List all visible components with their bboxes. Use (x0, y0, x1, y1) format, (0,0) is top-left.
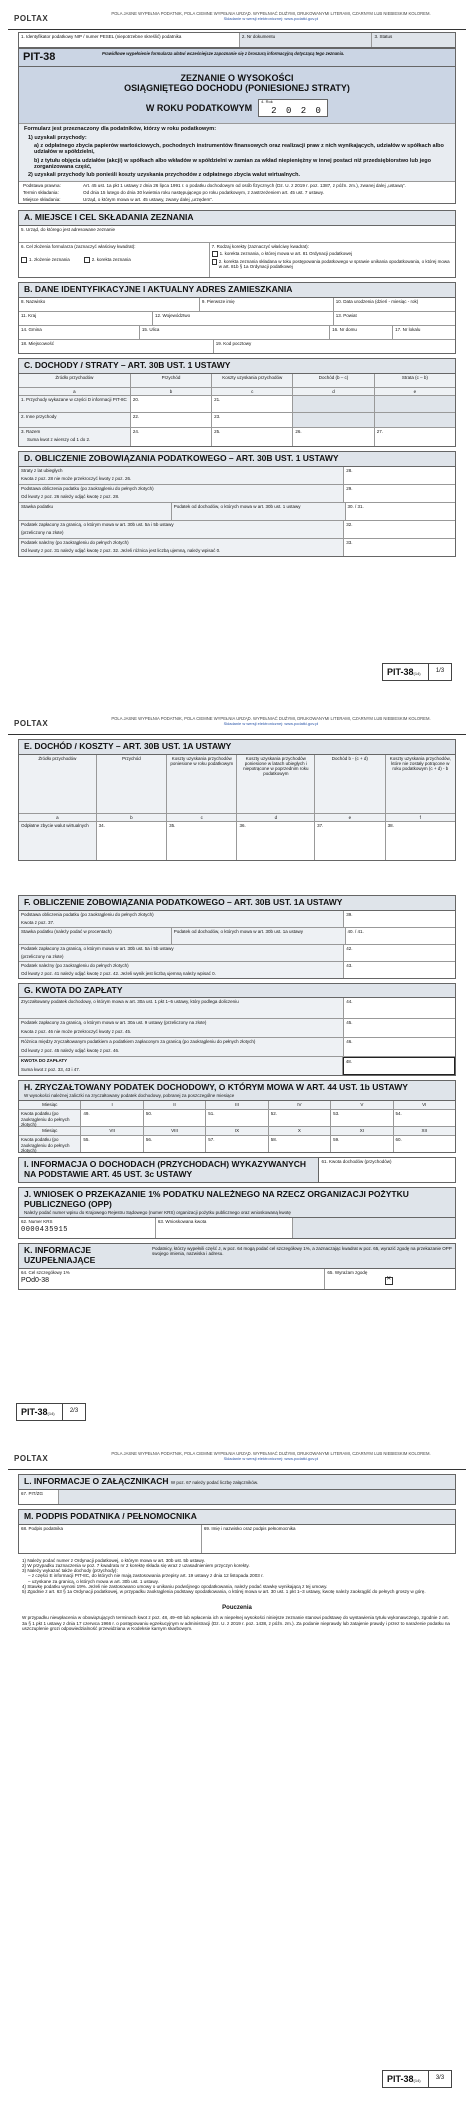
brand-logo: POLTAX (14, 14, 49, 23)
field-37[interactable]: 37. (315, 822, 385, 860)
table-row: 1. Przychody wykazane w części D informacji PIT-8C 20. 21. (19, 396, 455, 413)
table-row: Kwota podatku (po zaokrągleniu do pełnych złotych) 55. 56. 57. 58. 59. 60. (19, 1136, 455, 1152)
col-header-loss: Strata (c – b) (375, 374, 455, 387)
city-field[interactable]: 18. Miejscowość (19, 340, 214, 353)
field-58[interactable]: 58. (269, 1136, 331, 1152)
table-row: Podstawa obliczenia podatku (po zaokrągleniu do pełnych złotych) Od kwoty z poz. 26 należy odjąć kwotę z poz. 28. 29. (19, 485, 455, 503)
col-letter: c (212, 388, 293, 395)
correction-option-2[interactable]: 2. korekta zeznania składana w toku postępowania podatkowego w sprawie unikania opodatkowania, o której mowa w art. 81b § 1a Ordynacji podatkowej (212, 259, 453, 269)
col-letter: d (293, 388, 374, 395)
purpose-option-correction[interactable]: 2. korekta zeznania (84, 257, 131, 263)
tax-year-value: 2 0 2 0 (271, 106, 323, 117)
field-48-amount-due[interactable]: 48. (343, 1057, 455, 1075)
checked-checkbox-icon[interactable] (385, 1277, 393, 1285)
fill-instructions: POLA JASNE WYPEŁNIA PODATNIK, POLA CIEMNE WYPEŁNIA URZĄD. WYPEŁNIAĆ DUŻYMI, DRUKOWANYMI LITERAMI, CZARNYM LUB NIEBIESKIM KOLOREM. Składanie w wersji elektronicznej: www.podatki.gov.pl (111, 1451, 431, 1461)
field-36[interactable]: 36. (237, 822, 315, 860)
section-f-title: F. OBLICZENIE ZOBOWIĄZANIA PODATKOWEGO – ART. 30B UST. 1A USTAWY (19, 896, 455, 911)
section-m (18, 1509, 456, 1554)
field-50[interactable]: 50. (144, 1110, 206, 1126)
commune-field[interactable]: 14. Gmina (19, 326, 140, 339)
section-e: E. DOCHÓD / KOSZTY – ART. 30B UST. 1A USTAWY Źródło przychodów Przychód Koszty uzyskania przychodów poniesione w roku podatkowym Koszty uzyskania przychodów poniesione w latach ubiegłych i niepotrącone w poprzednim roku podatkowym Dochód b - (c + d) Koszty uzyskania przychodów, które nie zostały potrącone w roku podatkowym (c + d) - b a b c d e f Odpłatne zbycie walut wirtualnych 34. 35. 36. 37. 38. (18, 739, 456, 861)
first-name-field[interactable]: 9. Pierwsze imię (200, 298, 334, 311)
checkbox-icon (212, 259, 217, 265)
table-row: Podatek zapłacony za granicą, o którym mowa w art. 30b ust. 5a i 5b ustawy (przeliczony na złote) 42. (19, 945, 455, 962)
form-note: Prawidłowe wypełnienie formularza ułatwi wcześniejsze zapoznanie się z broszurą informacyjną dotyczącą tego zeznania. (102, 51, 345, 56)
field-34[interactable]: 34. (97, 822, 167, 860)
voivodeship-field[interactable]: 12. Województwo (153, 312, 334, 325)
col-letter: b (131, 388, 212, 395)
field-67-attachments[interactable]: 67. PIT/ZG (19, 1490, 59, 1504)
proxy-signature-field[interactable]: 69. Imię i nazwisko oraz podpis pełnomocnika (202, 1525, 455, 1553)
county-field[interactable]: 13. Powiat (334, 312, 455, 325)
form-page-3 (8, 1448, 466, 2098)
checkbox-icon (84, 257, 90, 263)
legal-info: Podstawa prawna: Art. 45 ust. 1a pkt 1 ustawy z dnia 26 lipca 1991 r. o podatku dochodowym od osób fizycznych (Dz. U. z 2019 r. poz. 1387, z późn. zm.), zwanej dalej „ustawą”. Termin składania: Od dnia 15 lutego do dnia 30 kwietnia roku następującego po roku podatkowym, z zastrzeżeniem art. 45 ust. 7 ustawy. Miejsce składania: Urząd, o którym mowa w art. 45 ustawy, zwany dalej „urzędem”. (19, 181, 455, 204)
section-i-title: I. INFORMACJA O DOCHODACH (PRZYCHODACH) WYKAZYWANYCH NA PODSTAWIE ART. 45 UST. 3c USTAWY (19, 1158, 319, 1182)
field-56[interactable]: 56. (144, 1136, 206, 1152)
page-header (8, 8, 466, 30)
field-20[interactable]: 20. (131, 396, 212, 412)
page-footer: PIT-38(14) 2/3 (16, 1403, 86, 1421)
field-60[interactable]: 60. (394, 1136, 455, 1152)
field-23[interactable]: 23. (212, 413, 293, 427)
form-code: PIT-38 (23, 51, 56, 63)
table-row: Podatek zapłacony za granicą, o którym mowa w art. 30b ust. 5a i 5b ustawy (przeliczony na złote) 32. (19, 521, 455, 539)
section-m-title: M. PODPIS PODATNIKA / PEŁNOMOCNIKA (19, 1510, 455, 1525)
field-32[interactable]: 32. (344, 521, 455, 538)
section-e-title: E. DOCHÓD / KOSZTY – ART. 30B UST. 1A USTAWY (19, 740, 455, 755)
col-letter: a (19, 388, 131, 395)
checkbox-icon (21, 257, 27, 263)
field-39[interactable]: 39. (344, 911, 455, 927)
field-55[interactable]: 55. (81, 1136, 143, 1152)
fill-instructions: POLA JASNE WYPEŁNIA PODATNIK, POLA CIEMNE WYPEŁNIA URZĄD. WYPEŁNIAĆ DUŻYMI, DRUKOWANYMI LITERAMI, CZARNYM LUB NIEBIESKIM KOLOREM. Składanie w wersji elektronicznej: www.podatki.gov.pl (111, 11, 431, 21)
field-64-purpose[interactable]: 64. Cel szczegółowy 1% POd0-38 (19, 1269, 325, 1289)
section-b-title: B. DANE IDENTYFIKACYJNE I AKTUALNY ADRES ZAMIESZKANIA (19, 283, 455, 298)
checkbox-icon (212, 251, 218, 257)
col-header-costs: Koszty uzyskania przychodów (212, 374, 293, 387)
table-row: Różnica między zryczałtowanym podatkiem a podatkiem zapłaconym za granicą (po zaokrągleniu do pełnych złotych) Od kwoty z poz. 45 należy odjąć kwotę z poz. 46. 46. (19, 1038, 455, 1057)
table-row: KWOTA DO ZAPŁATY Suma kwot z poz. 33, 43 i 47. 48. (19, 1057, 455, 1075)
form-title: ZEZNANIE O WYSOKOŚCI OSIĄGNIĘTEGO DOCHODU (PONIESIONEJ STRATY) (124, 72, 350, 93)
field-30-31[interactable]: 30. / 31. (346, 503, 456, 520)
table-row: Stawka podatku (należy podać w procentach) Podatek od dochodów, o których mowa w art. 30b ust. 1a ustawy 40. / 41. (19, 928, 455, 945)
house-number-field[interactable]: 16. Nr domu (330, 326, 393, 339)
birth-date-field[interactable]: 10. Data urodzenia (dzień - miesiąc - rok) (334, 298, 455, 311)
field-28[interactable]: 28. (344, 467, 455, 484)
table-row: 3. Razem Suma kwot z wierszy od 1 do 2. 24. 25. 26. 27. (19, 428, 455, 446)
taxpayer-signature-field[interactable]: 68. Podpis podatnika (19, 1525, 202, 1553)
field-26[interactable]: 26. (293, 428, 374, 446)
purpose-option-filing[interactable]: 1. złożenie zeznania (21, 257, 70, 263)
correction-type-field: 7. Rodzaj korekty (zaznaczyć właściwy kwadrat): 1. korekta zeznania, o której mowa w art. 81 Ordynacji podatkowej 2. korekta zeznania składana w toku postępowania podatkowego w sprawie unikania opodatkowania, o której mowa w art. 81b § 1a Ordynacji podatkowej (210, 243, 455, 277)
field-33[interactable]: 33. (344, 539, 455, 556)
field-27[interactable]: 27. (375, 428, 455, 446)
section-g (18, 983, 456, 1077)
table-row: Kwota podatku (po zaokrągleniu do pełnych złotych) 49. 50. 51. 52. 53. 54. (19, 1110, 455, 1127)
purpose-value: POd0-38 (21, 1276, 50, 1284)
table-row: Podatek należny (po zaokrągleniu do pełnych złotych) Od kwoty z poz. 41 należy odjąć kwotę z poz. 42. Jeżeli wynik jest liczbą ujemną należy wpisać 0. 43. (19, 962, 455, 978)
table-row: Podatek zapłacony za granicą, o którym mowa w art. 30a ust. 9 ustawy (przeliczony na złote) Kwota z poz. 46 nie może przekroczyć kwoty z poz. 45. 45. (19, 1019, 455, 1038)
field-43[interactable]: 43. (344, 962, 455, 978)
form-page-1 (8, 8, 466, 692)
postal-code-field[interactable]: 19. Kod pocztowy (214, 340, 455, 353)
section-b (18, 282, 456, 354)
page-footer: PIT-38(14) 1/3 (382, 663, 452, 681)
krs-number-value: 0000435915 (21, 1226, 69, 1235)
brand-logo: POLTAX (14, 1454, 49, 1463)
table-row: Straty z lat ubiegłych Kwota z poz. 28 nie może przekroczyć kwoty z poz. 26. 28. (19, 467, 455, 485)
pouczenie-text: W przypadku niewpłacenia w obowiązujących terminach kwot z poz. 48, 49–60 lub wpłacenia ich w niepełnej wysokości niniejsze zeznanie stanowi podstawę do wystawienia tytułu wykonawczego, zgodnie z art. 3a § 1 pkt 1 ustawy z dnia 17 czerwca 1966 r. o postępowaniu egzekucyjnym w administracji (Dz. U. z 2019 r. poz. 1438, z późn. zm.). Za podanie nieprawdy lub zatajenie prawdy i przez to narażenie podatku na uszczuplenie grozi odpowiedzialność przewidziana w Kodeksie karnym skarbowym. (22, 1615, 450, 1631)
section-i (18, 1157, 456, 1183)
field-61-income[interactable]: 61. Kwota dochodów (przychodów) (319, 1158, 455, 1182)
section-h-title: H. ZRYCZAŁTOWANY PODATEK DOCHODOWY, O KTÓRYM MOWA W ART. 44 UST. 1b USTAWY (24, 1082, 408, 1093)
section-k: K. INFORMACJE UZUPEŁNIAJĄCE Podatnicy, którzy wypełnili część J, w poz. 64 mogą podać cel szczegółowy 1%, a zaznaczając kwadrat w poz. 65, wyrazić zgodę na przekazanie OPP swojego imienia, nazwiska i adresu. 64. Cel szczegółowy 1% POd0-38 65. Wyrażam zgodę ✕ (18, 1243, 456, 1290)
tax-year-label: W ROKU PODATKOWYM (145, 103, 253, 114)
table-row: Odpłatne zbycie walut wirtualnych 34. 35. 36. 37. 38. (19, 822, 455, 860)
table-row: Stawka podatku Podatek od dochodów, o których mowa w art. 30b ust. 1 ustawy 30. / 31. (19, 503, 455, 521)
page-header (8, 713, 466, 735)
country-field[interactable]: 11. Kraj (19, 312, 153, 325)
section-d (18, 451, 456, 557)
field-21[interactable]: 21. (212, 396, 293, 412)
field-35[interactable]: 35. (167, 822, 237, 860)
surname-field[interactable]: 8. Nazwisko (19, 298, 200, 311)
field-40-41[interactable]: 40. / 41. (346, 928, 456, 944)
section-h: H. ZRYCZAŁTOWANY PODATEK DOCHODOWY, O KTÓRYM MOWA W ART. 44 UST. 1b USTAWY W wysokości należnej zaliczki na zryczałtowany podatek dochodowy, pobranej za poszczególne miesiące Miesiąc I II III IV V VI Kwota podatku (po zaokrągleniu do pełnych złotych) 49. 50. 51. 52. 53. 54. Miesiąc VII VIII IX X XI XII Kwota podatku (po zaokrągleniu do pełnych złotych) 55. 56. 57. 58. 59. 60. (18, 1080, 456, 1153)
col-header-income: Dochód (b – c) (293, 374, 374, 387)
section-j: J. WNIOSEK O PRZEKAZANIE 1% PODATKU NALEŻNEGO NA RZECZ ORGANIZACJI POŻYTKU PUBLICZNEGO (OPP) Należy podać numer wpisu do Krajowego Rejestru Sądowego (numer KRS) organizacji pożytku publicznego oraz wnioskowaną kwotę 62. Numer KRS 0000435915 63. Wnioskowana kwota (18, 1187, 456, 1239)
field-29[interactable]: 29. (344, 485, 455, 502)
page-footer: PIT-38(14) 3/3 (382, 2070, 452, 2088)
tax-year-field[interactable]: 4. Rok 2 0 2 0 (258, 99, 328, 117)
brand-logo: POLTAX (14, 719, 49, 728)
status-field: 3. Status (372, 33, 455, 47)
field-25[interactable]: 25. (212, 428, 293, 446)
table-row: 2. Inne przychody 22. 23. (19, 413, 455, 428)
form-title-box (18, 48, 456, 204)
page-header (8, 1448, 466, 1470)
field-54[interactable]: 54. (394, 1110, 455, 1126)
apartment-number-field[interactable]: 17. Nr lokalu (393, 326, 455, 339)
form-page-2 (8, 713, 466, 1439)
nip-pesel-field[interactable]: 1. Identyfikator podatkowy NIP / numer PESEL (niepotrzebne skreślić) podatnika (19, 33, 240, 47)
top-identifiers (18, 32, 456, 48)
correction-option-1[interactable]: 1. korekta zeznania, o której mowa w art. 81 Ordynacji podatkowej (212, 251, 453, 257)
requested-amount-field[interactable]: 63. Wnioskowana kwota (156, 1218, 293, 1238)
table-row: Zryczałtowany podatek dochodowy, o którym mowa w art. 30a ust. 1 pkt 1–5 ustawy, który podlega doliczeniu 44. (19, 998, 455, 1019)
field-59[interactable]: 59. (331, 1136, 393, 1152)
tax-office-field[interactable]: 5. Urząd, do którego jest adresowane zeznanie (19, 226, 455, 242)
section-a-title: A. MIEJSCE I CEL SKŁADANIA ZEZNANIA (19, 211, 455, 226)
purpose-field: 6. Cel złożenia formularza (zaznaczyć właściwy kwadrat): 1. złożenie zeznania 2. korekta zeznania (19, 243, 210, 277)
field-49[interactable]: 49. (81, 1110, 143, 1126)
col-header-revenue: Przychód (131, 374, 212, 387)
col-header-source: Źródło przychodów (19, 374, 131, 387)
section-c (18, 358, 456, 447)
pouczenie-title: Pouczenia (222, 1604, 252, 1611)
footnotes: 1) Należy podać numer z Ordynacji podatkowej, o którym mowa w art. 30b ust. 5b ustawy. 2) W przypadku zaznaczenia w poz. 7 kwadratu nr 2 korektę składa się wraz z uzasadnieniem przyczyn korekty. 3) Należy wykazać także dochody (przychody): – z części E informacji PIT-8C, do których nie mają zastosowania przepisy art. 19 ustawy z dnia 12 listopada 2003 r. – uzyskane za granicą, o których mowa w art. 30b ust. 1 ustawy. 4) Stawkę podatku wynosi 19%. Jeżeli nie zastosowano umowy o unikaniu podwójnego opodatkowania, należy podać stawkę wynikającą z tej umowy. 5) Zgodnie z art. 63 § 1a Ordynacji podatkowej, w przypadku zaokrąglenia podstawy opodatkowania, o której mowa w art. 30 ust. 1 pkt 1–3 ustawy, kwotę należy zaokrąglić do pełnych groszy w górę. (22, 1557, 426, 1595)
section-l: L. INFORMACJE O ZAŁĄCZNIKACH W poz. 67 należy podać liczbę załączników. 67. PIT/ZG (18, 1474, 456, 1505)
form-intro: Formularz jest przeznaczony dla podatników, którzy w roku podatkowym: 1) uzyskali przychody: a) z odpłatnego zbycia papierów wartościowych, pochodnych instrumentów finansowych oraz realizacji praw z nich wynikających, udziałów w spółkach albo udziałów w spółdzielni, b) z tytułu objęcia udziałów (akcji) w spółkach albo wkładów w spółdzielni w zamian za wkład niepieniężny w innej postaci niż przedsiębiorstwo lub jego zorganizowana część, 2) uzyskali przychody lub ponieśli koszty uzyskania przychodów z odpłatnego zbycia walut wirtualnych. (19, 123, 455, 180)
col-letter: e (375, 388, 455, 395)
section-j-title: J. WNIOSEK O PRZEKAZANIE 1% PODATKU NALEŻNEGO NA RZECZ ORGANIZACJI POŻYTKU PUBLICZNEGO (OPP) (24, 1189, 409, 1210)
document-number-field: 2. Nr dokumentu (240, 33, 373, 47)
field-65-consent[interactable]: 65. Wyrażam zgodę ✕ (325, 1269, 455, 1289)
section-c-title: C. DOCHODY / STRATY – ART. 30B UST. 1 USTAWY (19, 359, 455, 374)
section-a (18, 210, 456, 278)
field-57[interactable]: 57. (206, 1136, 268, 1152)
street-field[interactable]: 15. Ulica (140, 326, 330, 339)
field-44[interactable]: 44. (344, 998, 455, 1018)
field-45[interactable]: 45. (344, 1019, 455, 1037)
table-row: Podstawa obliczenia podatku (po zaokrągleniu do pełnych złotych) Kwota z poz. 37. 39. (19, 911, 455, 928)
section-d-title: D. OBLICZENIE ZOBOWIĄZANIA PODATKOWEGO – ART. 30B UST. 1 USTAWY (19, 452, 455, 467)
field-38[interactable]: 38. (386, 822, 455, 860)
table-row: Podatek należny (po zaokrągleniu do pełnych złotych) Od kwoty z poz. 31 należy odjąć kwotę z poz. 32. Jeżeli różnica jest liczbą ujemną, należy wpisać 0. 33. (19, 539, 455, 556)
field-42[interactable]: 42. (344, 945, 455, 961)
section-g-title: G. KWOTA DO ZAPŁATY (19, 984, 455, 999)
section-f (18, 895, 456, 979)
krs-number-field[interactable]: 62. Numer KRS 0000435915 (19, 1218, 156, 1238)
field-51[interactable]: 51. (206, 1110, 268, 1126)
fill-instructions: POLA JASNE WYPEŁNIA PODATNIK, POLA CIEMNE WYPEŁNIA URZĄD. WYPEŁNIAĆ DUŻYMI, DRUKOWANYMI LITERAMI, CZARNYM LUB NIEBIESKIM KOLOREM. Składanie w wersji elektronicznej: www.podatki.gov.pl (111, 716, 431, 726)
field-52[interactable]: 52. (269, 1110, 331, 1126)
field-46[interactable]: 46. (344, 1038, 455, 1056)
section-k-title: K. INFORMACJE UZUPEŁNIAJĄCE (19, 1244, 149, 1268)
field-24[interactable]: 24. (131, 428, 212, 446)
field-22[interactable]: 22. (131, 413, 212, 427)
section-l-title: L. INFORMACJE O ZAŁĄCZNIKACH (24, 1476, 169, 1486)
field-53[interactable]: 53. (331, 1110, 393, 1126)
